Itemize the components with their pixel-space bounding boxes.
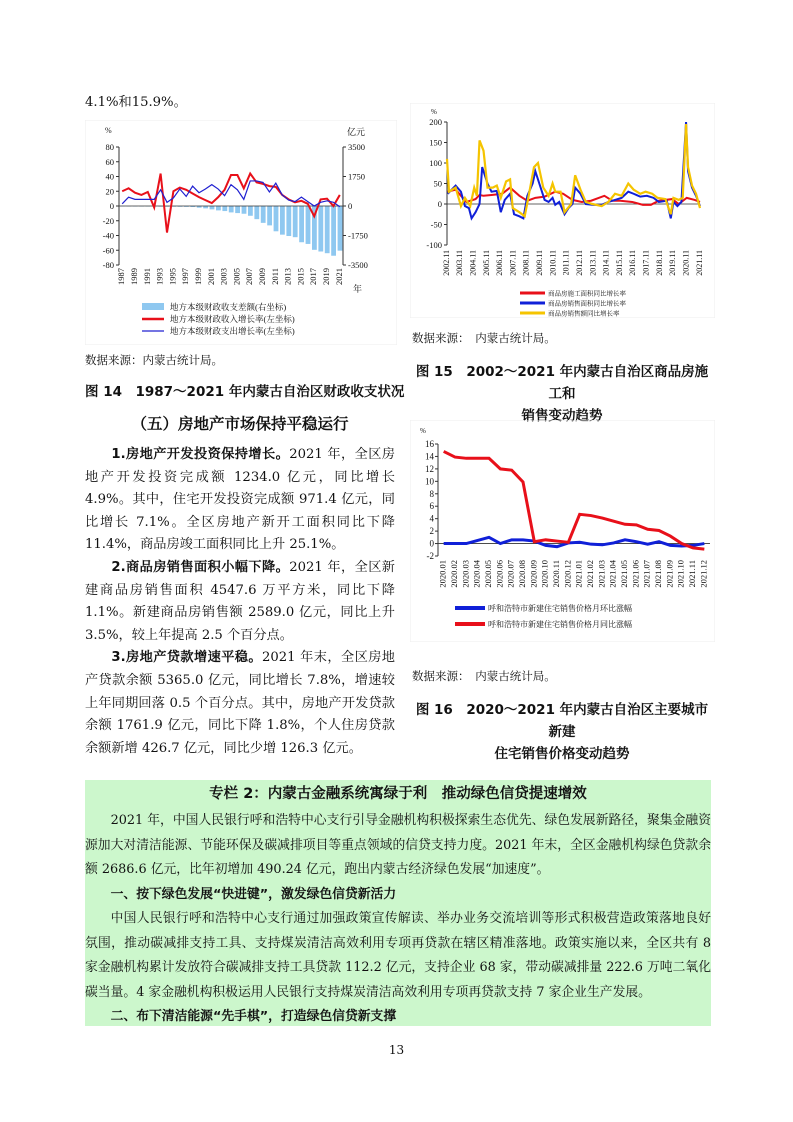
left-tick-label: 60 <box>105 156 114 167</box>
bar-fiscal-balance <box>242 206 247 214</box>
x-tick-label: 2021.05 <box>618 560 629 588</box>
column-box <box>85 780 711 1026</box>
y-tick-label: 2 <box>429 526 434 537</box>
bar-fiscal-balance <box>306 206 311 244</box>
x-tick-label: 2014.11 <box>601 250 611 276</box>
x-tick-label: 2017.11 <box>641 250 651 276</box>
box-paragraph-2: 中国人民银行呼和浩特中心支行通过加强政策宣传解读、举办业务交流培训等形式积极营造政策落地良好氛围，推动碳减排支持工具、支持煤炭清洁高效利用专项再贷款在辖区精准落地。政策实施以来，全区共有 8 家金融机构累计发放符合碳减排支持工具贷款 112.2 亿元，支持企业 68 家，带动碳减排量 222.6 万吨二氧化碳当量。4 家金融机构积极运用人民银行支持煤炭清洁高效利用专项再贷款支持 7 家企业生产发展。 <box>85 911 711 1000</box>
legend-label: 呼和浩特市新建住宅销售价格月环比涨幅 <box>488 604 632 613</box>
legend-label: 地方本级财政支出增长率(左坐标) <box>170 326 295 336</box>
x-tick-label: 1997 <box>180 268 191 285</box>
x-tick-label: 2021.09 <box>664 560 675 588</box>
left-tick-label: 20 <box>105 186 114 197</box>
y-tick-label: 150 <box>429 137 442 148</box>
paragraph-2-lead: 2.商品房销售面积小幅下降。 <box>111 559 290 575</box>
y-tick-label: -50 <box>430 219 442 230</box>
left-tick-label: 0 <box>109 201 114 211</box>
x-tick-label: 2019.11 <box>668 250 678 276</box>
legend-label: 商品房施工面积同比增长率 <box>548 290 626 298</box>
left-unit-label: % <box>105 126 112 135</box>
left-tick-label: -60 <box>102 245 114 256</box>
x-tick-label: 2021.07 <box>641 560 652 588</box>
bar-fiscal-balance <box>254 206 259 219</box>
paragraph-3-text: 2021 年末，全区房地产贷款余额 5365.0 亿元，同比增长 7.8%，增速较上年同期回落 0.5 个百分点。其中，房地产开发贷款余额 1761.9 亿元，同比下降 1.8%，个人住房贷款余额新增 426.7 亿元，同比少增 126.3 亿元。 <box>85 650 395 756</box>
x-tick-label: 2007 <box>244 268 255 285</box>
x-tick-label: 2006.11 <box>495 250 505 276</box>
right-tick-label: 1750 <box>348 171 365 182</box>
right-tick-label: 0 <box>348 201 353 211</box>
y-tick-label: 100 <box>429 158 442 168</box>
x-tick-label: 1987 <box>116 268 127 285</box>
x-tick-label: 2020.09 <box>528 560 539 588</box>
x-tick-label: 2011 <box>269 268 280 285</box>
bar-fiscal-balance <box>286 206 291 236</box>
bar-fiscal-balance <box>261 206 266 223</box>
x-tick-label: 2020.04 <box>471 560 482 588</box>
bar-fiscal-balance <box>210 206 215 209</box>
fig15-caption-line2: 销售变动趋势 <box>521 408 603 424</box>
x-tick-label: 2001 <box>205 268 216 285</box>
x-tick-label: 2004.11 <box>468 250 478 276</box>
bar-fiscal-balance <box>325 206 330 253</box>
y-tick-label: -100 <box>426 240 442 250</box>
paragraph-2-text: 2021 年，全区新建商品房销售面积 4547.6 万平方米，同比下降 1.1%。新建商品房销售额 2589.0 亿元，同比上升 3.5%，较上年提高 2.5 个百分点。 <box>85 559 395 643</box>
bar-fiscal-balance <box>274 206 279 231</box>
legend-label: 呼和浩特市新建住宅销售价格月同比涨幅 <box>488 620 632 629</box>
right-tick-label: -3500 <box>348 260 368 270</box>
y-tick-label: 4 <box>429 513 434 524</box>
page-number: 13 <box>388 1043 405 1057</box>
paragraph-2 <box>85 557 395 647</box>
y-unit-label: % <box>431 108 437 116</box>
x-tick-label: 2005.11 <box>481 250 491 276</box>
y-tick-label: -2 <box>426 551 434 561</box>
x-tick-label: 2020.07 <box>505 560 516 588</box>
x-tick-label: 2021.11 <box>694 250 704 276</box>
x-tick-label: 2020.11 <box>550 560 561 588</box>
x-tick-label: 2021 <box>333 268 344 285</box>
x-tick-label: 2007.11 <box>508 250 518 276</box>
bar-fiscal-balance <box>229 206 234 212</box>
x-tick-label: 2020.05 <box>482 560 493 588</box>
x-tick-label: 2020.06 <box>494 560 505 588</box>
legend-label: 地方本级财政收入增长率(左坐标) <box>170 314 295 324</box>
right-unit-label: 亿元 <box>347 127 366 137</box>
continued-text: 4.1%和15.9%。 <box>85 95 187 110</box>
x-tick-label: 2021.03 <box>596 560 607 588</box>
bar-fiscal-balance <box>299 206 304 242</box>
y-tick-label: 10 <box>425 476 434 487</box>
y-unit-label: % <box>420 427 426 435</box>
x-tick-label: 2008.11 <box>521 250 531 276</box>
housing-construction-sales-chart <box>410 103 715 318</box>
legend-swatch-bar <box>142 303 164 310</box>
x-tick-label: 1991 <box>141 268 152 285</box>
x-tick-label: 2002.11 <box>441 250 451 276</box>
left-tick-label: -20 <box>102 215 114 226</box>
paragraph-1-lead: 1.房地产开发投资保持增长。 <box>111 447 290 462</box>
line-mom-change <box>444 537 705 546</box>
x-tick-label: 2013 <box>282 268 293 285</box>
fig16-source: 数据来源： 内蒙古统计局。 <box>412 669 556 683</box>
box-heading-2: 二、布下清洁能源“先手棋”，打造绿色信贷新支撑 <box>110 1009 397 1024</box>
x-tick-label: 2009.11 <box>535 250 545 276</box>
x-tick-label: 2021.11 <box>686 560 697 588</box>
x-tick-label: 2021.01 <box>573 560 584 588</box>
x-unit-label: 年 <box>353 284 363 294</box>
x-tick-label: 1999 <box>192 268 203 285</box>
paragraph-3 <box>85 647 395 760</box>
bar-fiscal-balance <box>216 206 221 210</box>
fig16-caption-line2: 住宅销售价格变动趋势 <box>494 746 630 762</box>
x-tick-label: 2015 <box>295 268 306 285</box>
fig15-source: 数据来源： 内蒙古统计局。 <box>412 331 556 345</box>
paragraph-1-text: 2021 年，全区房地产开发投资完成额 1234.0 亿元，同比增长 4.9%。其中，住宅开发投资完成额 971.4 亿元，同比增长 7.1%。全区房地产新开工面积同比下降 11.4%，商品房竣工面积同比上升 25.1%。 <box>85 447 395 553</box>
y-tick-label: 0 <box>437 199 442 209</box>
paragraph-1 <box>85 444 395 557</box>
y-tick-label: 12 <box>425 463 434 474</box>
bar-fiscal-balance <box>293 206 298 237</box>
right-tick-label: 3500 <box>348 142 365 152</box>
bar-fiscal-balance <box>280 206 285 235</box>
x-tick-label: 1993 <box>154 268 165 285</box>
x-tick-label: 1995 <box>167 268 178 285</box>
x-tick-label: 2021.08 <box>652 560 663 588</box>
x-tick-label: 2017 <box>308 268 319 285</box>
x-tick-label: 2013.11 <box>588 250 598 276</box>
x-tick-label: 2003.11 <box>455 250 465 276</box>
x-tick-label: 2020.12 <box>562 560 573 588</box>
section-body <box>85 444 395 760</box>
left-tick-label: 80 <box>105 142 114 152</box>
x-tick-label: 2015.11 <box>614 250 624 276</box>
x-tick-label: 2021.04 <box>607 560 618 588</box>
box-heading-1: 一、按下绿色发展“快进键”，激发绿色信贷新活力 <box>110 886 397 902</box>
fig14-caption: 图 14 1987～2021 年内蒙古自治区财政收支状况 <box>85 384 405 400</box>
housing-price-chart <box>410 420 715 642</box>
bar-fiscal-balance <box>248 206 253 216</box>
left-tick-label: -40 <box>102 230 114 241</box>
fig16-caption-line1: 图 16 2020～2021 年内蒙古自治区主要城市新建 <box>415 702 709 740</box>
x-tick-label: 2011.11 <box>561 250 571 276</box>
x-tick-label: 2016.11 <box>628 250 638 276</box>
y-tick-label: 16 <box>425 439 434 449</box>
bar-fiscal-balance <box>338 206 343 251</box>
legend-label: 商品房销售额同比增长率 <box>548 310 620 318</box>
x-tick-label: 2009 <box>256 268 267 285</box>
paragraph-3-lead: 3.房地产贷款增速平稳。 <box>111 650 263 666</box>
right-tick-label: -1750 <box>348 230 368 241</box>
fig15-caption-line1: 图 15 2002～2021 年内蒙古自治区商品房施工和 <box>415 364 709 402</box>
x-tick-label: 2012.11 <box>574 250 585 276</box>
y-tick-label: 0 <box>429 538 434 549</box>
x-tick-label: 2021.06 <box>630 560 641 588</box>
bar-fiscal-balance <box>222 206 227 211</box>
y-tick-label: 200 <box>429 117 442 127</box>
x-tick-label: 2021.02 <box>584 560 595 588</box>
x-tick-label: 2021.12 <box>698 560 709 588</box>
x-tick-label: 2019 <box>320 268 331 285</box>
x-tick-label: 2020.03 <box>460 560 471 588</box>
x-tick-label: 2020.11 <box>681 250 691 276</box>
x-tick-label: 2020.08 <box>516 560 527 588</box>
fig14-source: 数据来源：内蒙古统计局。 <box>85 353 223 367</box>
x-tick-label: 2003 <box>218 268 229 285</box>
y-tick-label: 50 <box>433 178 442 189</box>
fiscal-chart <box>85 120 397 345</box>
bar-fiscal-balance <box>235 206 240 213</box>
left-tick-label: -80 <box>102 260 114 270</box>
x-tick-label: 2020.02 <box>448 560 459 588</box>
box-paragraph-1: 2021 年，中国人民银行呼和浩特中心支行引导金融机构积极探索生态优先、绿色发展新路径，聚集金融资源加大对清洁能源、节能环保及碳减排项目等重点领域的信贷支持力度。2021 年末，全区金融机构绿色贷款余额 2686.6 亿元，比年初增加 490.24 亿元，跑出内蒙古经济绿色发展“加速度”。 <box>85 813 711 877</box>
y-tick-label: 8 <box>429 488 434 499</box>
x-tick-label: 2010.11 <box>548 250 558 276</box>
bar-fiscal-balance <box>331 206 336 256</box>
y-tick-label: 14 <box>425 451 434 462</box>
line-yoy-change <box>444 451 705 549</box>
section-heading: （五）房地产市场保持平稳运行 <box>131 415 349 433</box>
box-title: 专栏 2：内蒙古金融系统寓绿于利 推动绿色信贷提速增效 <box>209 786 587 802</box>
x-tick-label: 2020.01 <box>437 560 448 588</box>
x-tick-label: 2021.10 <box>675 560 686 588</box>
bar-fiscal-balance <box>318 206 323 252</box>
x-tick-label: 2005 <box>231 268 242 285</box>
legend-label: 商品房销售面积同比增长率 <box>548 300 626 308</box>
x-tick-label: 2018.11 <box>654 249 664 276</box>
fig16-caption <box>412 699 712 765</box>
fig15-caption <box>412 361 712 427</box>
y-tick-label: 6 <box>429 501 434 512</box>
left-tick-label: 40 <box>105 171 114 182</box>
legend-label: 地方本级财政收支差额(右坐标) <box>170 302 287 312</box>
x-tick-label: 2020.10 <box>539 560 550 588</box>
x-tick-label: 1989 <box>128 268 139 285</box>
bar-fiscal-balance <box>267 206 272 225</box>
